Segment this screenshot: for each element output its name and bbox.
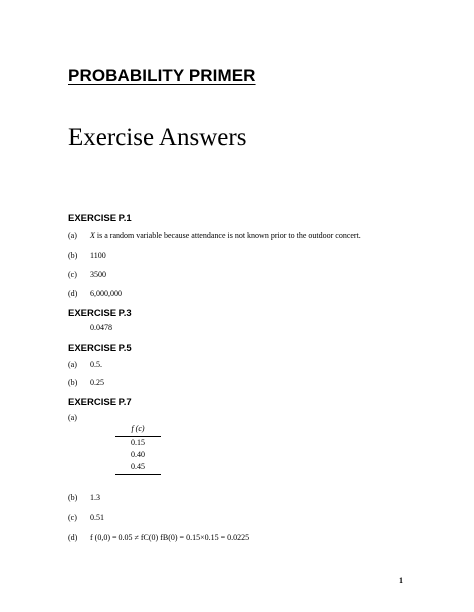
answer-p7-d: (d) f (0,0) = 0.05 ≠ fC(0) fB(0) = 0.15×0.15 = 0.0225 bbox=[68, 533, 250, 542]
answer-p5-a: (a) 0.5. bbox=[68, 360, 102, 369]
answer-p7-a: (a) bbox=[68, 413, 77, 422]
probability-table bbox=[115, 421, 161, 475]
answer-p7-b: (b) 1.3 bbox=[68, 493, 100, 502]
answer-p1-c: (c) 3500 bbox=[68, 270, 106, 279]
table-bottom-rule bbox=[115, 474, 161, 475]
exercise-heading-p1: EXERCISE P.1 bbox=[68, 213, 132, 224]
answer-p1-a: (a) X is a random variable because attendance is not known prior to the outdoor concert. bbox=[68, 231, 361, 240]
answer-p1-d: (d) 6,000,000 bbox=[68, 289, 122, 298]
answer-p7-c: (c) 0.51 bbox=[68, 513, 104, 522]
answer-p5-b: (b) 0.25 bbox=[68, 378, 104, 387]
exercise-heading-p3: EXERCISE P.3 bbox=[68, 308, 132, 319]
exercise-heading-p7: EXERCISE P.7 bbox=[68, 397, 132, 408]
table-row: 0.45 bbox=[131, 462, 145, 471]
exercise-heading-p5: EXERCISE P.5 bbox=[68, 343, 132, 354]
table-row: 0.15 bbox=[131, 438, 145, 447]
answer-p3: 0.0478 bbox=[90, 323, 112, 332]
document-title: PROBABILITY PRIMER bbox=[68, 66, 256, 85]
table-header: f (c) bbox=[131, 424, 145, 433]
answer-p1-b: (b) 1100 bbox=[68, 251, 106, 260]
table-row: 0.40 bbox=[131, 450, 145, 459]
document-subtitle: Exercise Answers bbox=[68, 124, 247, 151]
page-number: 1 bbox=[399, 576, 403, 585]
